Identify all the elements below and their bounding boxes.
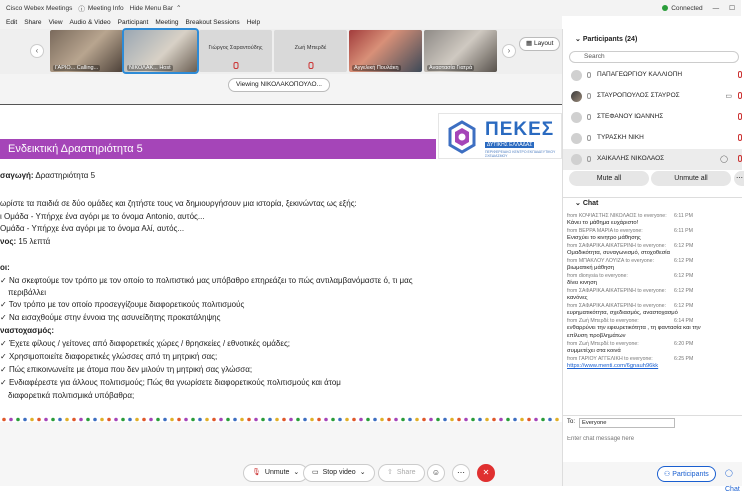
slide-line: ωρίστε τα παιδιά σε δύο ομάδες και ζητήστε τους να δημιουργήσουν μια ιστορία, ξεκινώντας ως εξής: <box>0 199 357 208</box>
layout-button[interactable]: ▦ Layout <box>519 37 560 51</box>
share-screen-icon: ⇧ <box>387 469 393 476</box>
chat-timestamp: 6:12 PM <box>674 258 694 264</box>
menu-audio-video[interactable]: Audio & Video <box>69 19 111 26</box>
meeting-info-button[interactable]: ⓘ Meeting Info <box>78 4 124 13</box>
decorative-dot <box>72 418 76 422</box>
check-icon: ✓ <box>0 300 7 309</box>
mic-icon <box>587 135 591 141</box>
avatar <box>571 112 582 123</box>
close-icon: ✕ <box>482 468 490 477</box>
decorative-dot <box>156 418 160 422</box>
chat-recipient-select[interactable]: Everyone <box>579 418 675 428</box>
check-icon: ✓ <box>0 339 7 348</box>
decorative-dot <box>387 418 391 422</box>
chat-header[interactable]: ⌄ Chat <box>563 197 742 209</box>
slide-reflection-heading: ναστοχασμός: <box>0 326 55 335</box>
menu-view[interactable]: View <box>48 19 63 26</box>
decorative-dot <box>93 418 97 422</box>
pekes-logo: ΠΕΚΕΣ ΔΥΤΙΚΗΣ ΕΛΛΑΔΑΣ ΠΕΡΙΦΕΡΕΙΑΚΟ ΚΕΝΤΡΟ ΕΚΠΑΙΔΕΥΤΙΚΟΥ ΣΧΕΔΙΑΣΜΟΥ <box>438 113 562 159</box>
chat-message: επίλυση προβλημάτων <box>567 333 626 339</box>
decorative-dot <box>2 418 6 422</box>
slide-reflection-cont: διαφορετικά πολιτισμικά υπόβαθρα; <box>8 391 135 400</box>
chat-sender: from ΣΑΦΑΡΙΚΑ ΑΙΚΑΤΕΡΙΝΗ to everyone: <box>567 243 666 249</box>
chat-message: Ομαδικότητα, συναγωνισμό, στοχοθεσία <box>567 250 670 256</box>
decorative-dot <box>464 418 468 422</box>
decorative-dot <box>492 418 496 422</box>
video-thumbnail[interactable] <box>50 30 123 72</box>
muted-mic-icon <box>738 92 742 99</box>
decorative-dot <box>135 418 139 422</box>
slide-intro: σαγωγή: Δραστηριότητα 5 <box>0 171 96 180</box>
thumbnail-name: Ζωή Μπερδέ <box>294 45 327 51</box>
avatar <box>571 133 582 144</box>
video-thumbnail[interactable] <box>274 30 347 72</box>
decorative-dot <box>268 418 272 422</box>
chat-timestamp: 6:12 PM <box>674 273 694 279</box>
title-bar <box>0 0 741 16</box>
decorative-dot <box>121 418 125 422</box>
tab-chat[interactable]: ◯ Chat <box>725 470 740 493</box>
chat-sender: from ΒΕΡΡΑ ΜΑΡΙΑ to everyone: <box>567 228 643 234</box>
chat-timestamp: 6:25 PM <box>674 356 694 362</box>
chevron-down-icon: ⌄ <box>359 469 366 476</box>
decorative-dot <box>408 418 412 422</box>
maximize-icon[interactable]: ☐ <box>729 5 735 12</box>
chat-timestamp: 6:20 PM <box>674 341 694 347</box>
chat-message: ενθαρρύνει την εφευρετικότητα , τη φαντασία και την <box>567 325 701 331</box>
decorative-dot <box>324 418 328 422</box>
app-title: Cisco Webex Meetings <box>6 4 73 12</box>
decorative-dot <box>100 418 104 422</box>
more-options-button[interactable]: ⋯ <box>734 171 744 186</box>
decorative-dot <box>177 418 181 422</box>
hide-menu-bar-button[interactable]: Hide Menu Bar ⌃ <box>129 4 182 12</box>
decorative-dot <box>450 418 454 422</box>
decorative-dot <box>394 418 398 422</box>
participant-search-input[interactable]: Search <box>569 51 739 63</box>
connected-icon <box>662 5 668 11</box>
muted-mic-icon <box>308 62 313 69</box>
decorative-dot <box>79 418 83 422</box>
decorative-dot <box>254 418 258 422</box>
decorative-dot <box>422 418 426 422</box>
more-dots-icon: ⋯ <box>457 468 465 477</box>
muted-mic-icon <box>233 62 238 69</box>
decorative-dot <box>401 418 405 422</box>
chat-bubble-icon[interactable]: ◯ <box>720 156 728 163</box>
decorative-dot <box>114 418 118 422</box>
mic-icon <box>587 114 591 120</box>
side-panel <box>562 29 743 493</box>
decorative-dot <box>44 418 48 422</box>
decorative-dot <box>310 418 314 422</box>
chat-timestamp: 6:12 PM <box>674 303 694 309</box>
decorative-dot <box>86 418 90 422</box>
logo-mark-icon <box>445 120 479 154</box>
chat-message-input[interactable] <box>567 433 737 445</box>
decorative-dot <box>247 418 251 422</box>
menu-participant[interactable]: Participant <box>117 19 149 26</box>
decorative-dot <box>170 418 174 422</box>
slide-reflection: ✓ Πώς επικοινωνείτε με άτομα που δεν μιλούν τη μητρική σας γλώσσα; <box>0 365 253 374</box>
decorative-dot <box>261 418 265 422</box>
chat-timestamp: 6:11 PM <box>674 213 693 219</box>
decorative-dot <box>296 418 300 422</box>
decorative-dot <box>345 418 349 422</box>
chat-sender: from ΜΠΑΚΛΟΥ ΛΟΥΙΖΑ to everyone: <box>567 258 655 264</box>
check-icon: ✓ <box>0 378 7 387</box>
decorative-dot <box>51 418 55 422</box>
decorative-dot <box>331 418 335 422</box>
slide-goal: ✓ Να σκεφτούμε τον τρόπο με τον οποίο το πολιτιστικό μας υπόβαθρο επηρεάζει το πώς αντιλαμβανόμαστε ό, τι μας <box>0 276 413 285</box>
check-icon: ✓ <box>0 365 7 374</box>
mic-icon <box>587 156 591 162</box>
decorative-dot <box>352 418 356 422</box>
chat-timestamp: 6:14 PM <box>674 318 694 324</box>
decorative-dot <box>359 418 363 422</box>
reactions-button[interactable] <box>427 464 445 482</box>
participant-row[interactable]: ΣΤΑΥΡΟΠΟΥΛΟΣ ΣΤΑΥΡΟΣ ▭ <box>563 86 742 107</box>
chevron-down-icon: ⌄ <box>293 469 300 476</box>
decorative-dot <box>184 418 188 422</box>
decorative-dot <box>240 418 244 422</box>
decorative-dot <box>513 418 517 422</box>
slide-line: Ομάδα - Υπήρχε ένα αγόρι με το όνομα Αλί, αυτός... <box>0 224 185 233</box>
connection-status[interactable]: Connected <box>662 5 702 12</box>
chevron-up-icon: ⌃ <box>176 5 182 12</box>
video-thumbnail[interactable] <box>199 30 272 72</box>
leave-meeting-button[interactable] <box>477 464 495 482</box>
chat-sender: from Ζωή Μπερδέ to everyone: <box>567 318 639 324</box>
decorative-dot <box>415 418 419 422</box>
muted-mic-icon <box>738 134 742 141</box>
chat-sender: from ΓΑΡΙΟΥ ΑΓΓΕΛΙΚΗ to everyone: <box>567 356 653 362</box>
chat-sender: from ΚΟΨΙΑΣΤΗΣ ΝΙΚΟΛΑΟΣ to everyone: <box>567 213 667 219</box>
thumbnail-name: ΝΙΚΟΛΑΚ... Host <box>129 65 171 71</box>
decorative-dot <box>212 418 216 422</box>
decorative-dot <box>429 418 433 422</box>
decorative-dot <box>520 418 524 422</box>
participant-row[interactable]: ΤΥΡΑΣΚΗ ΝΙΚΗ <box>563 128 742 149</box>
chat-timestamp: 6:11 PM <box>674 228 693 234</box>
participant-row[interactable]: ΠΑΠΑΓΕΩΡΓΙΟΥ ΚΑΛΛΙΟΠΗ <box>563 65 742 86</box>
decorative-dot <box>555 418 559 422</box>
next-thumbnails-button[interactable]: › <box>502 44 516 58</box>
chat-message: βιωματική μάθηση <box>567 265 615 271</box>
unmute-button[interactable]: 🎙 Unmute ⌄ <box>243 464 308 482</box>
slide-goal: ✓ Να εισαχθούμε στην έννοια της ασυνείδητης προκατάληψης <box>0 313 221 322</box>
decorative-dot <box>457 418 461 422</box>
participants-header[interactable]: ⌄ Participants (24) <box>575 36 638 43</box>
decorative-dot <box>317 418 321 422</box>
decorative-dot <box>499 418 503 422</box>
slide-goal: ✓ Τον τρόπο με τον οποίο προσεγγίζουμε διαφορετικούς πολιτισμούς <box>0 300 245 309</box>
chat-timestamp: 6:12 PM <box>674 243 694 249</box>
chat-message: δίνει κινηση <box>567 280 598 286</box>
decorative-dot <box>191 418 195 422</box>
decorative-dot <box>443 418 447 422</box>
decorative-dot <box>485 418 489 422</box>
panel-tabs <box>563 462 742 493</box>
chat-sender: from ΣΑΦΑΡΙΚΑ ΑΙΚΑΤΕΡΙΝΗ to everyone: <box>567 303 666 309</box>
slide-goals-heading: οι: <box>0 263 10 272</box>
decorative-dot <box>548 418 552 422</box>
decorative-dot <box>366 418 370 422</box>
muted-mic-icon <box>738 155 742 162</box>
chat-sender: from dionysia to everyone: <box>567 273 628 279</box>
prev-thumbnails-button[interactable]: ‹ <box>30 44 44 58</box>
check-icon: ✓ <box>0 313 7 322</box>
avatar <box>571 154 582 165</box>
mic-icon <box>587 72 591 78</box>
video-thumbnail-active[interactable] <box>124 30 197 72</box>
person-icon: ⚇ <box>664 471 673 478</box>
muted-mic-icon <box>738 113 742 120</box>
decorative-dot <box>58 418 62 422</box>
info-icon: ⓘ <box>78 5 85 13</box>
decorative-dot <box>107 418 111 422</box>
decorative-dot <box>527 418 531 422</box>
chevron-down-icon: ⌄ <box>575 36 583 43</box>
decorative-dot <box>380 418 384 422</box>
avatar <box>571 91 582 102</box>
slide-line: ι Ομάδα - Υπήρχε ένα αγόρι με το όνομα Antonio, αυτός... <box>0 212 205 221</box>
muted-mic-icon: 🎙 <box>252 469 261 476</box>
decorative-dot <box>478 418 482 422</box>
decorative-dot <box>23 418 27 422</box>
video-thumbnail-strip <box>0 29 562 74</box>
chat-message: ευρηματικότητα, σχεδιασμός, αναστοχασμό <box>567 310 678 316</box>
unmute-all-button[interactable]: Unmute all <box>651 171 731 186</box>
chat-recipient-row: To: Everyone <box>563 415 742 429</box>
check-icon: ✓ <box>0 352 7 361</box>
chat-bubble-icon: ◯ <box>725 470 733 477</box>
tab-participants[interactable]: ⚇ Participants <box>657 466 716 482</box>
chat-sender: from Ζωή Μπερδέ to everyone: <box>567 341 639 347</box>
viewing-indicator[interactable]: Viewing ΝΙΚΟΛΑΚΟΠΟΥΛΟ... <box>228 78 330 92</box>
menu-meeting[interactable]: Meeting <box>155 19 179 26</box>
decorative-dot <box>30 418 34 422</box>
decorative-dot <box>506 418 510 422</box>
video-thumbnail[interactable] <box>424 30 497 72</box>
menu-breakout-sessions[interactable]: Breakout Sessions <box>185 19 240 26</box>
mic-icon <box>587 93 591 99</box>
slide-reflection: ✓ Χρησιμοποιείτε διαφορετικές γλώσσες από τη μητρική σας; <box>0 352 218 361</box>
thumbnail-name: ΓΑΡΙΟ... Calling... <box>55 65 99 71</box>
check-icon: ✓ <box>0 276 7 285</box>
chat-sender: from ΣΑΦΑΡΙΚΑ ΑΙΚΑΤΕΡΙΝΗ to everyone: <box>567 288 666 294</box>
menu-edit[interactable]: Edit <box>6 19 18 26</box>
chat-timestamp: 6:12 PM <box>674 288 694 294</box>
thumbnail-name: Αναστασία Γιατρά <box>429 65 473 71</box>
chat-message: Ενισχύει το κινητρο μάθησης <box>567 235 641 241</box>
slide-reflection: ✓ Έχετε φίλους / γείτονες από διαφορετικές χώρες / θρησκείες / εθνοτικές ομάδες; <box>0 339 291 348</box>
decorative-dot <box>149 418 153 422</box>
decorative-dot <box>163 418 167 422</box>
participant-row-selected[interactable]: ΧΑΙΚΑΛΗΣ ΝΙΚΟΛΑΟΣ ◯ <box>563 149 742 170</box>
mute-all-button[interactable]: Mute all <box>569 171 649 186</box>
slide-title-banner: Ενδεικτική Δραστηριότητα 5 <box>0 139 436 159</box>
share-button[interactable]: ⇧ Share <box>378 464 425 482</box>
thumbnail-name: Αγγελική Πουλάκη <box>354 65 399 71</box>
muted-mic-icon <box>738 71 742 78</box>
decorative-dot <box>338 418 342 422</box>
video-thumbnail[interactable] <box>349 30 422 72</box>
stop-video-button[interactable]: ▭ Stop video ⌄ <box>303 464 375 482</box>
decorative-dot <box>65 418 69 422</box>
decorative-dot <box>205 418 209 422</box>
minimize-icon[interactable]: — <box>712 4 720 12</box>
decorative-dot <box>226 418 230 422</box>
decorative-dot <box>142 418 146 422</box>
decorative-dot <box>541 418 545 422</box>
decorative-dot <box>233 418 237 422</box>
decorative-dot <box>9 418 13 422</box>
decorative-dot <box>436 418 440 422</box>
participant-row[interactable]: ΣΤΕΦΑΝΟΥ ΙΩΑΝΝΗΣ <box>563 107 742 128</box>
decorative-dot <box>289 418 293 422</box>
chevron-down-icon: ⌄ <box>575 200 583 207</box>
chat-message: κανόνες <box>567 295 588 301</box>
shared-content <box>0 104 562 422</box>
thumbnail-name: Γιώργος Σαραντούδης <box>208 45 263 51</box>
menu-share[interactable]: Share <box>24 19 42 26</box>
chat-link[interactable]: https://www.menti.com/6gnauh96kk <box>567 363 659 369</box>
more-options-button[interactable] <box>452 464 470 482</box>
slide-reflection: ✓ Ενδιαφέρεστε για άλλους πολιτισμούς; Πώς θα γνωρίσετε διαφορετικούς πολιτισμούς και άτομ <box>0 378 341 387</box>
decorative-dot <box>303 418 307 422</box>
slide-duration: νος: 15 λεπτά <box>0 237 51 246</box>
smiley-icon: ☺ <box>431 468 441 477</box>
decorative-dot <box>128 418 132 422</box>
decorative-dot <box>275 418 279 422</box>
layout-icon: ▦ <box>526 40 534 47</box>
decorative-dot <box>282 418 286 422</box>
decorative-dot <box>471 418 475 422</box>
chat-message: Κάνει το μάθημα ευχάριστο! <box>567 220 639 226</box>
chat-message: συμμετέχει στα κοινά <box>567 348 621 354</box>
avatar <box>571 70 582 81</box>
menu-bar <box>0 16 562 29</box>
decorative-dot <box>198 418 202 422</box>
viewing-bar <box>0 74 562 104</box>
video-camera-icon: ▭ <box>725 93 732 100</box>
decorative-dot <box>16 418 20 422</box>
decorative-dot <box>219 418 223 422</box>
decorative-dot <box>534 418 538 422</box>
decorative-dot <box>373 418 377 422</box>
decorative-dot <box>37 418 41 422</box>
video-camera-icon: ▭ <box>312 469 319 476</box>
slide-goal-cont: περιβάλλει <box>8 288 46 297</box>
menu-help[interactable]: Help <box>246 19 261 26</box>
